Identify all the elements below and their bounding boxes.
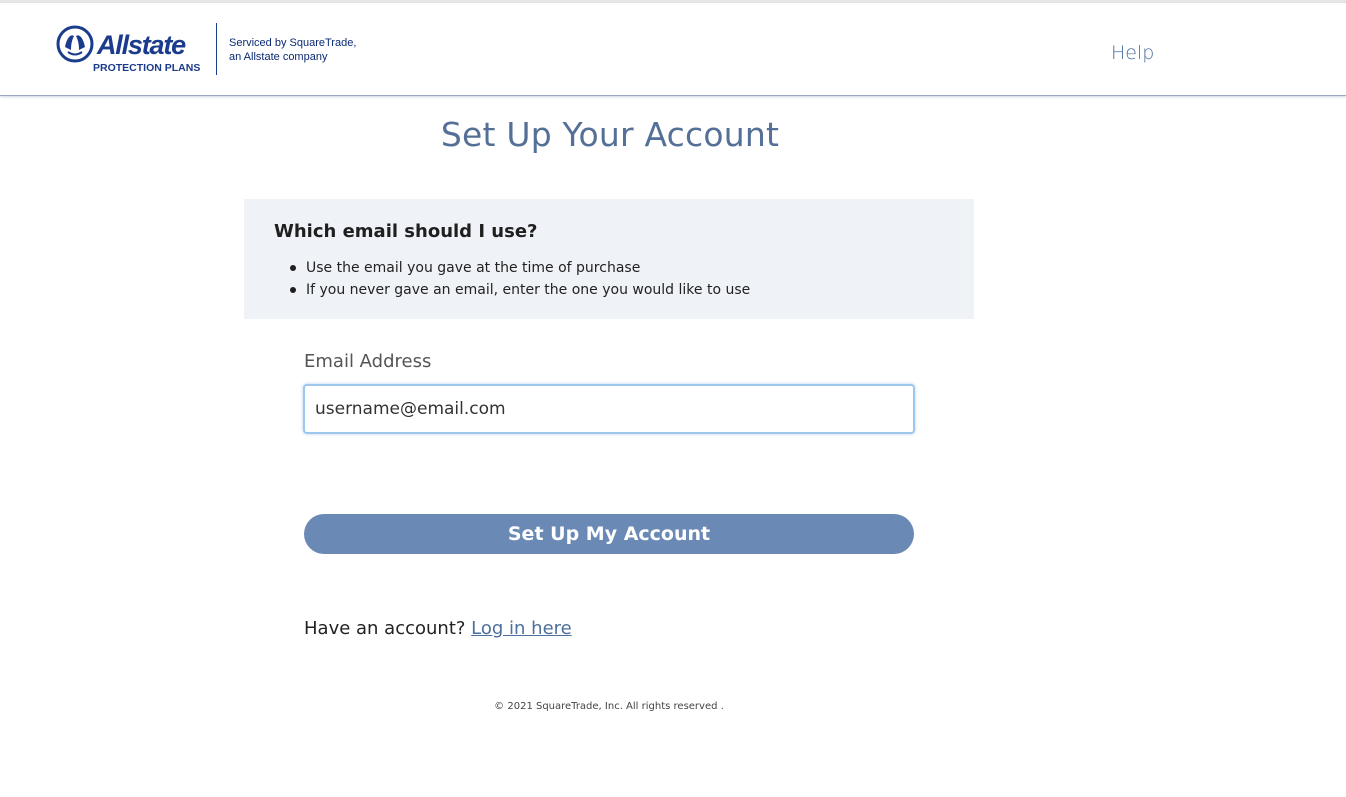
help-link[interactable]: Help <box>1111 42 1155 64</box>
info-list-item <box>274 257 750 279</box>
footer-copyright: © 2021 SquareTrade, Inc. All rights reserved . <box>494 701 724 712</box>
allstate-logo[interactable] <box>53 25 218 77</box>
login-prompt <box>304 618 572 639</box>
bullet-icon <box>290 265 296 271</box>
page-title: Set Up Your Account <box>440 115 780 154</box>
brand-wordmark: Allstate <box>97 30 185 60</box>
brand-subtitle: PROTECTION PLANS <box>93 62 201 74</box>
serviced-line-1: Serviced by SquareTrade, <box>229 37 357 49</box>
login-link[interactable]: Log in here <box>471 618 572 639</box>
bullet-icon <box>290 287 296 293</box>
info-item-text: If you never gave an email, enter the one you would like to use <box>306 282 751 298</box>
email-label: Email Address <box>304 351 432 372</box>
email-info-box <box>244 199 974 319</box>
info-list <box>274 257 750 301</box>
logo-divider <box>216 23 217 75</box>
info-item-text: Use the email you gave at the time of purchase <box>306 260 641 276</box>
info-heading: Which email should I use? <box>274 221 538 242</box>
email-input[interactable] <box>303 384 915 434</box>
info-list-item <box>274 279 750 301</box>
login-prompt-text: Have an account? <box>304 618 466 639</box>
allstate-hands-icon <box>58 27 92 61</box>
serviced-by-text <box>229 36 356 64</box>
serviced-line-2: an Allstate company <box>229 51 328 63</box>
site-header <box>0 3 1346 96</box>
setup-account-button[interactable]: Set Up My Account <box>304 514 914 554</box>
